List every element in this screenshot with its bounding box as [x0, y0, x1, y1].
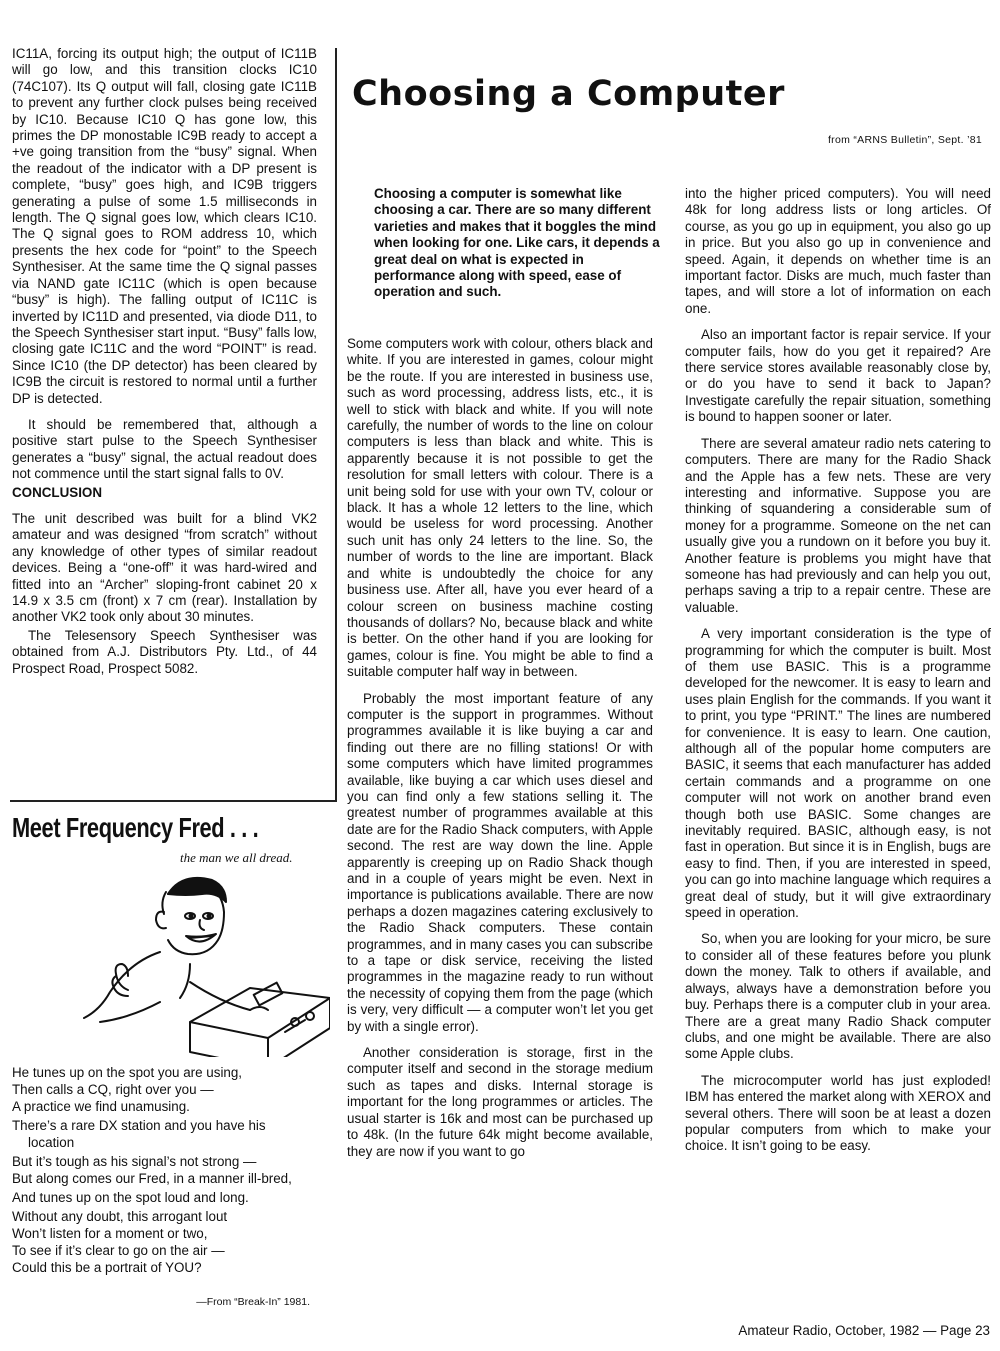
fred-title: Meet Frequency Fred . . .	[12, 812, 259, 843]
section-divider	[10, 800, 337, 802]
body-paragraph: Some computers work with colour, others black and white. If you are interested in games, colour might be the route. If you are interested in business use, such as word processing, address lists, etc., it is well to stick with black and white. If you will note carefully, the number of words to the line on colour computers is less than black and white. This is apparently because it is not possible to get the resolution for small letters with colour. There is a unit being sold for use with your own TV, colour or black. It has a whole 12 letters to the line, which would be useless for word processing. Another such unit has only 24 letters to the line. So, the number of words to the line are important. Black and white is undoubtedly the choice for any business use. After all, have you ever heard of a colour screen on business machine costing thousands of dollars? No, because black and white is better. On the other hand if you are looking for games, colour is fine. You might be able to find a suitable computer half way in between.	[347, 336, 653, 680]
page-footer: Amateur Radio, October, 1982 — Page 23	[738, 1323, 990, 1338]
poem-stanza	[12, 1208, 322, 1276]
article-lead: Choosing a computer is somewhat like choosing a car. There are so many different varieties and makes that it boggles the mind when looking for one. Like cars, it depends a great deal on what is expected in performance along with speed, ease of operation and such.	[374, 186, 660, 300]
fred-poem	[12, 1064, 322, 1278]
body-paragraph: A very important consideration is the type of programming for which the computer is built. Most of them use BASIC. This is a programme developed for the newcomer. It is easy to learn and uses plain English for the commands. If you want it to print, you type “PRINT.” The lines are numbered for convenience. It is easy to learn. One caution, although all of the popular home computers are BASIC, it seems that each manufacturer has added certain commands and a programme on one computer will not work on another brand even though both use BASIC. Some changes are inevitably required. BASIC, although easy, is not fast in operation. But since it is in English, bugs are easy to find. Then, if you are interested in speed, you can go into machine language which requires a great deal of study, but it will give extraordinary speed in operation.	[685, 626, 991, 921]
poem-line: And tunes up on the spot loud and long.	[12, 1190, 249, 1205]
fred-subtitle: the man we all dread.	[180, 850, 293, 865]
poem-credit: —From “Break-In” 1981.	[196, 1296, 310, 1308]
poem-stanza	[12, 1117, 312, 1151]
body-paragraph: Probably the most important feature of any computer is the support in programmes. Without programmes available it is like buying a car and finding out there are no filling stations! Or with some computers which have limited programmes available, like buying a car which uses diesel and you can find only a few stations selling it. The greatest number of programmes available at this date are for the Radio Shack computers, with Apple second. The rest are way down the line. Apple apparently is creeping up on Radio Shack though and in a couple of years might be even. Next in importance is publications available. There are now perhaps a dozen magazines catering exclusively to the Radio Shack computers. These contain programmes, and in many cases you can subscribe to a tape or disk service, receiving the listed programmes in the magazine ready to run without the necessity of copying them from the page (which is very, very difficult — a computer won’t let you get by with a single error).	[347, 690, 653, 1034]
poem-stanza	[12, 1064, 322, 1115]
body-paragraph: The unit described was built for a blind VK2 amateur and was designed “from scratch” without any knowledge of other types of similar readout devices. Being a “one-off” it was hard-wired and fitted into an “Archer” sloping-front cabinet 20 x 14.9 x 3.5 cm (front) x 7 cm (rear). Installation by another VK2 took only about 30 minutes.	[12, 510, 317, 625]
poem-line: A practice we find unamusing.	[12, 1099, 190, 1114]
poem-line: There’s a rare DX station and you have his location	[12, 1118, 266, 1150]
body-paragraph: Another consideration is storage, first in the computer itself and second in the storage medium such as tapes and disks. Internal storage is important for the long programmes or articles. The usual starter is 16k and most can be purchased up to 48k. (In the future 64k might become available, they are now if you want to go	[347, 1045, 653, 1159]
poem-line: He tunes up on the spot you are using,	[12, 1065, 243, 1080]
body-paragraph: There are several amateur radio nets catering to computers. There are many for the Radio Shack and the Apple has a few nets. These are very interesting and informative. Suppose you are thinking of squandering a considerable sum of money for a programme. Someone on the net can usually give you a rundown on it before you buy it. Another feature is problems you might have that someone has had previously and can help you out, perhaps saving a trip to a repair centre. These are valuable.	[685, 435, 991, 615]
body-paragraph: Also an important factor is repair service. If your computer fails, how do you get it repaired? Are there service stores available reasonably close by, or do you have to send it back to Japan? Investigate carefully the repair situation, something is bound to happen sooner or later.	[685, 327, 991, 425]
poem-line: But along comes our Fred, in a manner ill-bred,	[12, 1171, 292, 1186]
poem-line: But it’s tough as his signal’s not strong —	[12, 1154, 257, 1169]
middle-column	[347, 336, 653, 1170]
section-heading: CONCLUSION	[12, 484, 103, 500]
body-paragraph: The Telesensory Speech Synthesiser was obtained from A.J. Distributors Pty. Ltd., of 44 Prospect Road, Prospect 5082.	[12, 627, 317, 676]
column-divider	[335, 48, 337, 800]
poem-line: To see if it’s clear to go on the air —	[12, 1243, 225, 1258]
poem-line: Won’t listen for a moment or two,	[12, 1226, 208, 1241]
article-source: from “ARNS Bulletin”, Sept. ’81	[827, 134, 982, 146]
poem-stanza	[12, 1153, 322, 1187]
poem-line: Then calls a CQ, right over you —	[12, 1082, 214, 1097]
frequency-fred-cartoon	[40, 872, 330, 1057]
body-paragraph: The microcomputer world has just exploded! IBM has entered the market along with XEROX and several others. There will soon be at least a dozen popular computers from which to make your choice. It isn’t going to be easy.	[685, 1072, 991, 1154]
body-paragraph: So, when you are looking for your micro, be sure to consider all of these features before you plunk down the money. Talk to others if available, and always, always have a demonstration before you buy. Perhaps there is a computer club in your area. There are a great many Radio Shack computer clubs, and one might be available. There are also some Apple clubs.	[685, 931, 991, 1062]
poem-stanza	[12, 1189, 322, 1206]
body-paragraph: IC11A, forcing its output high; the output of IC11B will go low, and this transition clocks IC10 (74C107). Its Q output will fall, closing gate IC11B to prevent any further clock pulses being received by IC10. Because IC10 Q has gone low, this primes the DP monostable IC9B ready to accept a +ve going transition from the “busy” signal. When the readout of the indicator with a DP present is complete, “busy” goes high, and IC9B triggers generating a pulse of some 1.5 milliseconds in length. The Q signal goes low, which clears IC10. The Q signal goes to ROM address 10, which presents the hex code for “point” to the Speech Synthesiser. At the same time the Q signal passes via NAND gate IC11C (which is open because “busy” is high). The falling output of IC11C is inverted by IC11D and presented, via diode D11, to the Speech Synthesiser start input. “Busy” falls low, closing gate IC11C and the word “POINT” is read. Since IC10 (the DP detector) has been cleared by IC9B the circuit is restored to normal until a further DP is detected.	[12, 46, 317, 406]
body-paragraph: into the higher priced computers). You will need 48k for long address lists or long articles. Of course, as you go up in equipment, you also go up in price. But you also go up in convenience and speed. Again, it depends on whether time is an important factor. Disks are much, much faster than tapes, and will store a lot of information on each one.	[685, 186, 991, 316]
body-paragraph: It should be remembered that, although a positive start pulse to the Speech Synthesiser generates a “busy” signal, the actual readout does not commence until the start signal falls to 0V.	[12, 416, 317, 482]
article-title: Choosing a Computer	[352, 74, 785, 114]
right-column	[685, 186, 991, 1165]
left-column	[12, 46, 317, 687]
poem-line: Could this be a portrait of YOU?	[12, 1260, 202, 1275]
poem-line: Without any doubt, this arrogant lout	[12, 1209, 228, 1224]
